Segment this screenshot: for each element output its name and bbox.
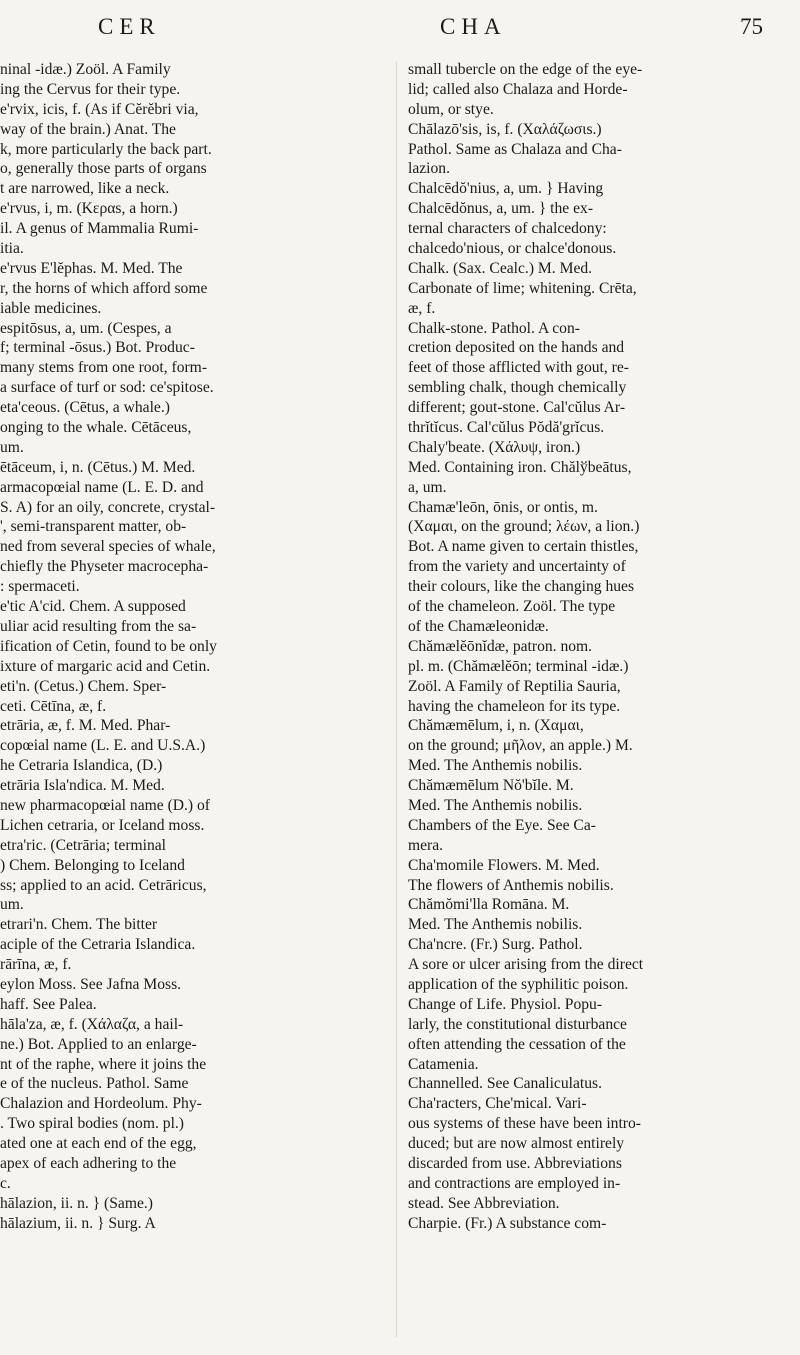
text-line: o, generally those parts of organs	[0, 160, 207, 178]
text-line: etrāria Isla'ndica. M. Med.	[0, 777, 165, 795]
text-line: ceti. Cētīna, æ, f.	[0, 697, 107, 715]
text-line: r, the horns of which afford some	[0, 279, 208, 297]
text-line: Chambers of the Eye. See Ca-	[408, 816, 596, 834]
text-line: ētāceum, i, n. (Cētus.) M. Med.	[0, 458, 196, 476]
text-line: ing the Cervus for their type.	[0, 80, 181, 98]
text-line: Chalk. (Sax. Cealc.) M. Med.	[408, 259, 593, 277]
text-line: pl. m. (Chămælĕōn; terminal -idæ.)	[408, 657, 629, 675]
text-line: onging to the whale. Cētāceus,	[0, 419, 192, 437]
text-line: eta'ceous. (Cētus, a whale.)	[0, 399, 170, 417]
text-line: Chalcēdŏ'nius, a, um. } Having	[408, 180, 604, 198]
text-line: Chaly'beate. (Χάλυψ, iron.)	[408, 438, 581, 456]
text-line: small tubercle on the edge of the eye-	[408, 61, 643, 78]
right-column	[408, 60, 790, 1234]
text-line: chalcedo'nious, or chalce'donous.	[408, 240, 617, 258]
text-line: Bot. A name given to certain thistles,	[408, 538, 639, 556]
text-line: way of the brain.) Anat. The	[0, 120, 176, 138]
text-line: Med. Containing iron. Chălўbeātus,	[408, 458, 632, 476]
text-line: many stems from one root, form-	[0, 359, 208, 377]
text-line: feet of those afflicted with gout, re-	[408, 359, 629, 377]
text-line: ss; applied to an acid. Cetrāricus,	[0, 876, 207, 894]
text-line: ification of Cetin, found to be only	[0, 637, 217, 655]
running-header	[0, 8, 800, 44]
text-line: armacopœial name (L. E. D. and	[0, 478, 204, 496]
text-line: Chămæmēlum, i, n. (Χαμαι,	[408, 717, 584, 735]
text-line: Chālazō'sis, is, f. (Χαλάζωσιs.)	[408, 120, 602, 138]
text-line: A sore or ulcer arising from the direct	[408, 956, 644, 974]
text-line: eylon Moss. See Jafna Moss.	[0, 975, 182, 993]
text-line: a surface of turf or sod: ce'spitose.	[0, 379, 214, 397]
text-line: rārīna, æ, f.	[0, 956, 72, 974]
text-line: Chămæmēlum Nŏ'bĭle. M.	[408, 777, 574, 795]
text-line: ) Chem. Belonging to Iceland	[0, 856, 185, 874]
text-line: ninal -idæ.) Zoöl. A Family	[0, 61, 171, 78]
text-line: The flowers of Anthemis nobilis.	[408, 876, 614, 894]
text-line: lid; called also Chalaza and Horde-	[408, 80, 628, 98]
text-line: Carbonate of lime; whitening. Crēta,	[408, 279, 637, 297]
text-line: espitōsus, a, um. (Cespes, a	[0, 319, 172, 337]
text-line: copœial name (L. E. and U.S.A.)	[0, 737, 206, 755]
text-line: e'rvus E'lĕphas. M. Med. The	[0, 259, 183, 277]
text-line: Med. The Anthemis nobilis.	[408, 916, 583, 934]
text-line: ternal characters of chalcedony:	[408, 220, 607, 238]
text-line: sembling chalk, though chemically	[408, 379, 627, 397]
text-line: ne.) Bot. Applied to an enlarge-	[0, 1035, 197, 1053]
left-guide-word: CER	[98, 14, 161, 39]
text-line: S. A) for an oily, concrete, crystal-	[0, 498, 216, 516]
text-line: e'rvix, icis, f. (As if Cĕrĕbri via,	[0, 100, 199, 118]
text-line: c.	[0, 1174, 11, 1192]
text-line: ous systems of these have been intro-	[408, 1115, 641, 1133]
text-line: Med. The Anthemis nobilis.	[408, 796, 583, 814]
text-line: æ, f.	[408, 299, 436, 317]
text-line: from the variety and uncertainty of	[408, 558, 626, 576]
text-line: ned from several species of whale,	[0, 538, 216, 556]
text-line: often attending the cessation of the	[408, 1035, 626, 1053]
text-line: of the chameleon. Zoöl. The type	[408, 598, 616, 616]
text-line: Lichen cetraria, or Iceland moss.	[0, 816, 205, 834]
text-line: Chalk-stone. Pathol. A con-	[408, 319, 580, 337]
right-guide-word: CHA	[440, 14, 507, 39]
left-column	[0, 60, 386, 1234]
text-line: um.	[0, 896, 24, 914]
text-line: hālazium, ii. n. } Surg. A	[0, 1214, 156, 1232]
text-line: (Χαμαι, on the ground; λέων, a lion.)	[408, 518, 640, 536]
text-line: Change of Life. Physiol. Popu-	[408, 995, 603, 1013]
text-line: Cha'ncre. (Fr.) Surg. Pathol.	[408, 936, 583, 954]
text-line: new pharmacopœial name (D.) of	[0, 796, 210, 814]
text-line: Catamenia.	[408, 1055, 479, 1073]
text-line: and contractions are employed in-	[408, 1174, 621, 1192]
text-line: different; gout-stone. Cal'cŭlus Ar-	[408, 399, 626, 417]
text-line: Cha'racters, Che'mical. Vari-	[408, 1095, 587, 1113]
column-gutter	[396, 62, 397, 1337]
text-line: larly, the constitutional disturbance	[408, 1015, 627, 1033]
text-line: etrari'n. Chem. The bitter	[0, 916, 158, 934]
text-line: . Two spiral bodies (nom. pl.)	[0, 1115, 184, 1133]
text-line: he Cetraria Islandica, (D.)	[0, 757, 163, 775]
text-line: lazion.	[408, 160, 450, 178]
text-line: Channelled. See Canaliculatus.	[408, 1075, 603, 1093]
text-line: ated one at each end of the egg,	[0, 1135, 197, 1153]
text-line: Chămælĕōnĭdæ, patron. nom.	[408, 637, 593, 655]
text-line: Med. The Anthemis nobilis.	[408, 757, 583, 775]
text-line: Charpie. (Fr.) A substance com-	[408, 1214, 607, 1232]
text-line: Pathol. Same as Chalaza and Cha-	[408, 140, 622, 158]
text-line: cretion deposited on the hands and	[408, 339, 625, 357]
text-line: discarded from use. Abbreviations	[408, 1154, 622, 1172]
text-line: e'tic A'cid. Chem. A supposed	[0, 598, 186, 616]
text-line: ixture of margaric acid and Cetin.	[0, 657, 211, 675]
text-line: Chalcēdŏnus, a, um. } the ex-	[408, 200, 594, 218]
text-line: aciple of the Cetraria Islandica.	[0, 936, 196, 954]
text-line: mera.	[408, 836, 444, 854]
text-line: : spermaceti.	[0, 578, 80, 596]
text-line: having the chameleon for its type.	[408, 697, 621, 715]
text-line: Cha'momile Flowers. M. Med.	[408, 856, 600, 874]
text-line: chiefly the Physeter macrocepha-	[0, 558, 209, 576]
text-line: itia.	[0, 240, 24, 258]
text-line: application of the syphilitic poison.	[408, 975, 629, 993]
text-line: e of the nucleus. Pathol. Same	[0, 1075, 189, 1093]
page-number: 75	[740, 14, 763, 39]
text-line: Chamæ'leōn, ōnis, or ontis, m.	[408, 498, 598, 516]
text-line: of the Chamæleonidæ.	[408, 617, 549, 635]
text-line: Zoöl. A Family of Reptilia Sauria,	[408, 677, 621, 695]
text-line: k, more particularly the back part.	[0, 140, 212, 158]
text-line: ', semi-transparent matter, ob-	[0, 518, 187, 536]
text-line: haff. See Palea.	[0, 995, 97, 1013]
text-line: apex of each adhering to the	[0, 1154, 177, 1172]
text-line: Chalazion and Hordeolum. Phy-	[0, 1095, 202, 1113]
text-line: f; terminal -ōsus.) Bot. Produc-	[0, 339, 195, 357]
text-line: duced; but are now almost entirely	[408, 1135, 625, 1153]
text-line: on the ground; μῆλον, an apple.) M.	[408, 737, 633, 755]
text-line: e'rvus, i, m. (Κεραs, a horn.)	[0, 200, 178, 218]
text-line: nt of the raphe, where it joins the	[0, 1055, 207, 1073]
text-line: etra'ric. (Cetrāria; terminal	[0, 836, 167, 854]
text-line: a, um.	[408, 478, 447, 496]
text-line: um.	[0, 438, 24, 456]
text-line: il. A genus of Mammalia Rumi-	[0, 220, 199, 238]
text-line: their colours, like the changing hues	[408, 578, 635, 596]
text-line: etrāria, æ, f. M. Med. Phar-	[0, 717, 171, 735]
text-line: stead. See Abbreviation.	[408, 1194, 560, 1212]
text-line: uliar acid resulting from the sa-	[0, 617, 197, 635]
text-line: Chămŏmi'lla Romāna. M.	[408, 896, 570, 914]
text-line: olum, or stye.	[408, 100, 494, 118]
text-line: eti'n. (Cetus.) Chem. Sper-	[0, 677, 167, 695]
text-line: iable medicines.	[0, 299, 102, 317]
text-line: t are narrowed, like a neck.	[0, 180, 170, 198]
text-line: hāla'za, æ, f. (Χάλαζα, a hail-	[0, 1015, 184, 1033]
text-line: thrĭtĭcus. Cal'cŭlus Pŏdă'grĭcus.	[408, 419, 605, 437]
text-line: hālazion, ii. n. } (Same.)	[0, 1194, 153, 1212]
